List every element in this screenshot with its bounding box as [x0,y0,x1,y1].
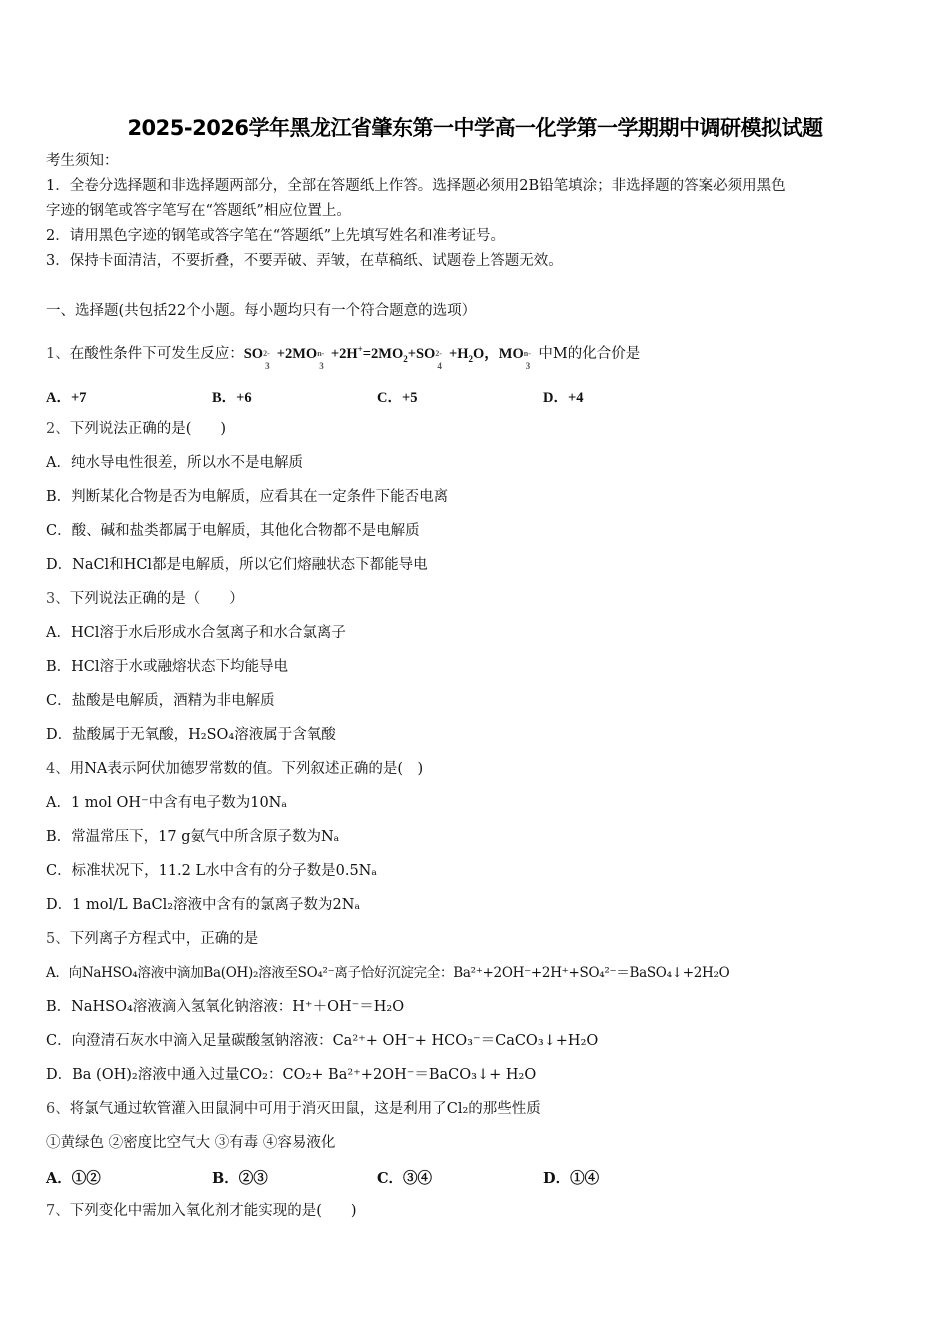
question-6-stem: 6、将氯气通过软管灌入田鼠洞中可用于消灭田鼠，这是利用了Cl₂的那些性质 [46,1101,541,1117]
notice-item-1: 1．全卷分选择题和非选择题两部分，全部在答题纸上作答。选择题必须用2B铅笔填涂；非选择题的答案必须用黑色 [46,178,786,194]
q5-option-c[interactable]: C．向澄清石灰水中滴入足量碳酸氢钠溶液：Ca²⁺+ OH⁻+ HCO₃⁻＝CaCO₃↓+H₂O [46,1033,599,1049]
q4-option-a[interactable]: A．1 mol OH⁻中含有电子数为10Nₐ [46,795,287,811]
question-3-stem: 3、下列说法正确的是（ ） [46,591,244,607]
question-7-stem: 7、下列变化中需加入氧化剂才能实现的是( ) [46,1203,357,1219]
q3-option-d[interactable]: D．盐酸属于无氧酸，H₂SO₄溶液属于含氧酸 [46,727,336,743]
question-4-stem: 4、用NA表示阿伏加德罗常数的值。下列叙述正确的是( ) [46,761,424,777]
notice-item-2: 2．请用黑色字迹的钢笔或答字笔在“答题纸”上先填写姓名和准考证号。 [46,228,506,244]
notice-item-1-cont: 字迹的钢笔或答字笔写在“答题纸”相应位置上。 [46,203,351,219]
q6-option-d[interactable]: D．①④ [543,1170,600,1187]
q1-option-b[interactable]: B．+6 [212,390,252,406]
question-6-properties: ①黄绿色 ②密度比空气大 ③有毒 ④容易液化 [46,1135,336,1151]
q4-option-d[interactable]: D．1 mol/L BaCl₂溶液中含有的氯离子数为2Nₐ [46,897,361,913]
q4-option-c[interactable]: C．标准状况下，11.2 L水中含有的分子数是0.5Nₐ [46,863,377,879]
q6-option-b[interactable]: B．②③ [212,1170,268,1187]
exam-title: 2025-2026学年黑龙江省肇东第一中学高一化学第一学期期中调研模拟试题 [127,116,823,140]
q6-option-c[interactable]: C．③④ [377,1170,433,1187]
q5-option-a[interactable]: A．向NaHSO₄溶液中滴加Ba(OH)₂溶液至SO₄²⁻离子恰好沉淀完全：Ba²⁺+2OH⁻+2H⁺+SO₄²⁻＝BaSO₄↓+2H₂O [46,965,730,981]
question-5-stem: 5、下列离子方程式中，正确的是 [46,931,259,947]
q3-option-c[interactable]: C．盐酸是电解质，酒精为非电解质 [46,693,275,709]
q3-option-a[interactable]: A．HCl溶于水后形成水合氢离子和水合氯离子 [46,625,346,641]
notice-item-3: 3．保持卡面清洁，不要折叠，不要弄破、弄皱，在草稿纸、试题卷上答题无效。 [46,253,563,269]
q2-option-b[interactable]: B．判断某化合物是否为电解质，应看其在一定条件下能否电离 [46,489,449,505]
question-2-stem: 2、下列说法正确的是( ) [46,421,227,437]
question-1-equation: SO 2- 3 +2MO n- 3 $+2H^+=2MO_2+SO$ 2- 4 $+H_2O$，MO n- 3 [243,344,531,371]
q3-option-b[interactable]: B．HCl溶于水或融熔状态下均能导电 [46,659,289,675]
q4-option-b[interactable]: B．常温常压下，17 g氨气中所含原子数为Nₐ [46,829,340,845]
question-1-stem: 1、在酸性条件下可发生反应：SO 2- 3 +2MO n- 3 $+2H^+=2MO_2+SO$ 2- 4 $+H_2O$，MO n- 3 中M的化合价是 [46,344,641,371]
q1-option-c[interactable]: C．+5 [377,390,418,406]
q5-option-d[interactable]: D．Ba (OH)₂溶液中通入过量CO₂：CO₂+ Ba²⁺+2OH⁻＝BaCO₃↓+ H₂O [46,1067,537,1083]
q2-option-c[interactable]: C．酸、碱和盐类都属于电解质，其他化合物都不是电解质 [46,523,420,539]
q6-option-a[interactable]: A．①② [46,1170,101,1187]
notice-heading: 考生须知： [46,153,119,169]
section-heading: 一、选择题(共包括22个小题。每小题均只有一个符合题意的选项） [46,303,477,319]
q1-option-a[interactable]: A．+7 [46,390,87,406]
q5-option-b[interactable]: B．NaHSO₄溶液滴入氢氧化钠溶液：H⁺＋OH⁻＝H₂O [46,999,405,1015]
q1-option-d[interactable]: D．+4 [543,390,584,406]
q2-option-a[interactable]: A．纯水导电性很差，所以水不是电解质 [46,455,303,471]
q2-option-d[interactable]: D．NaCl和HCl都是电解质，所以它们熔融状态下都能导电 [46,557,428,573]
